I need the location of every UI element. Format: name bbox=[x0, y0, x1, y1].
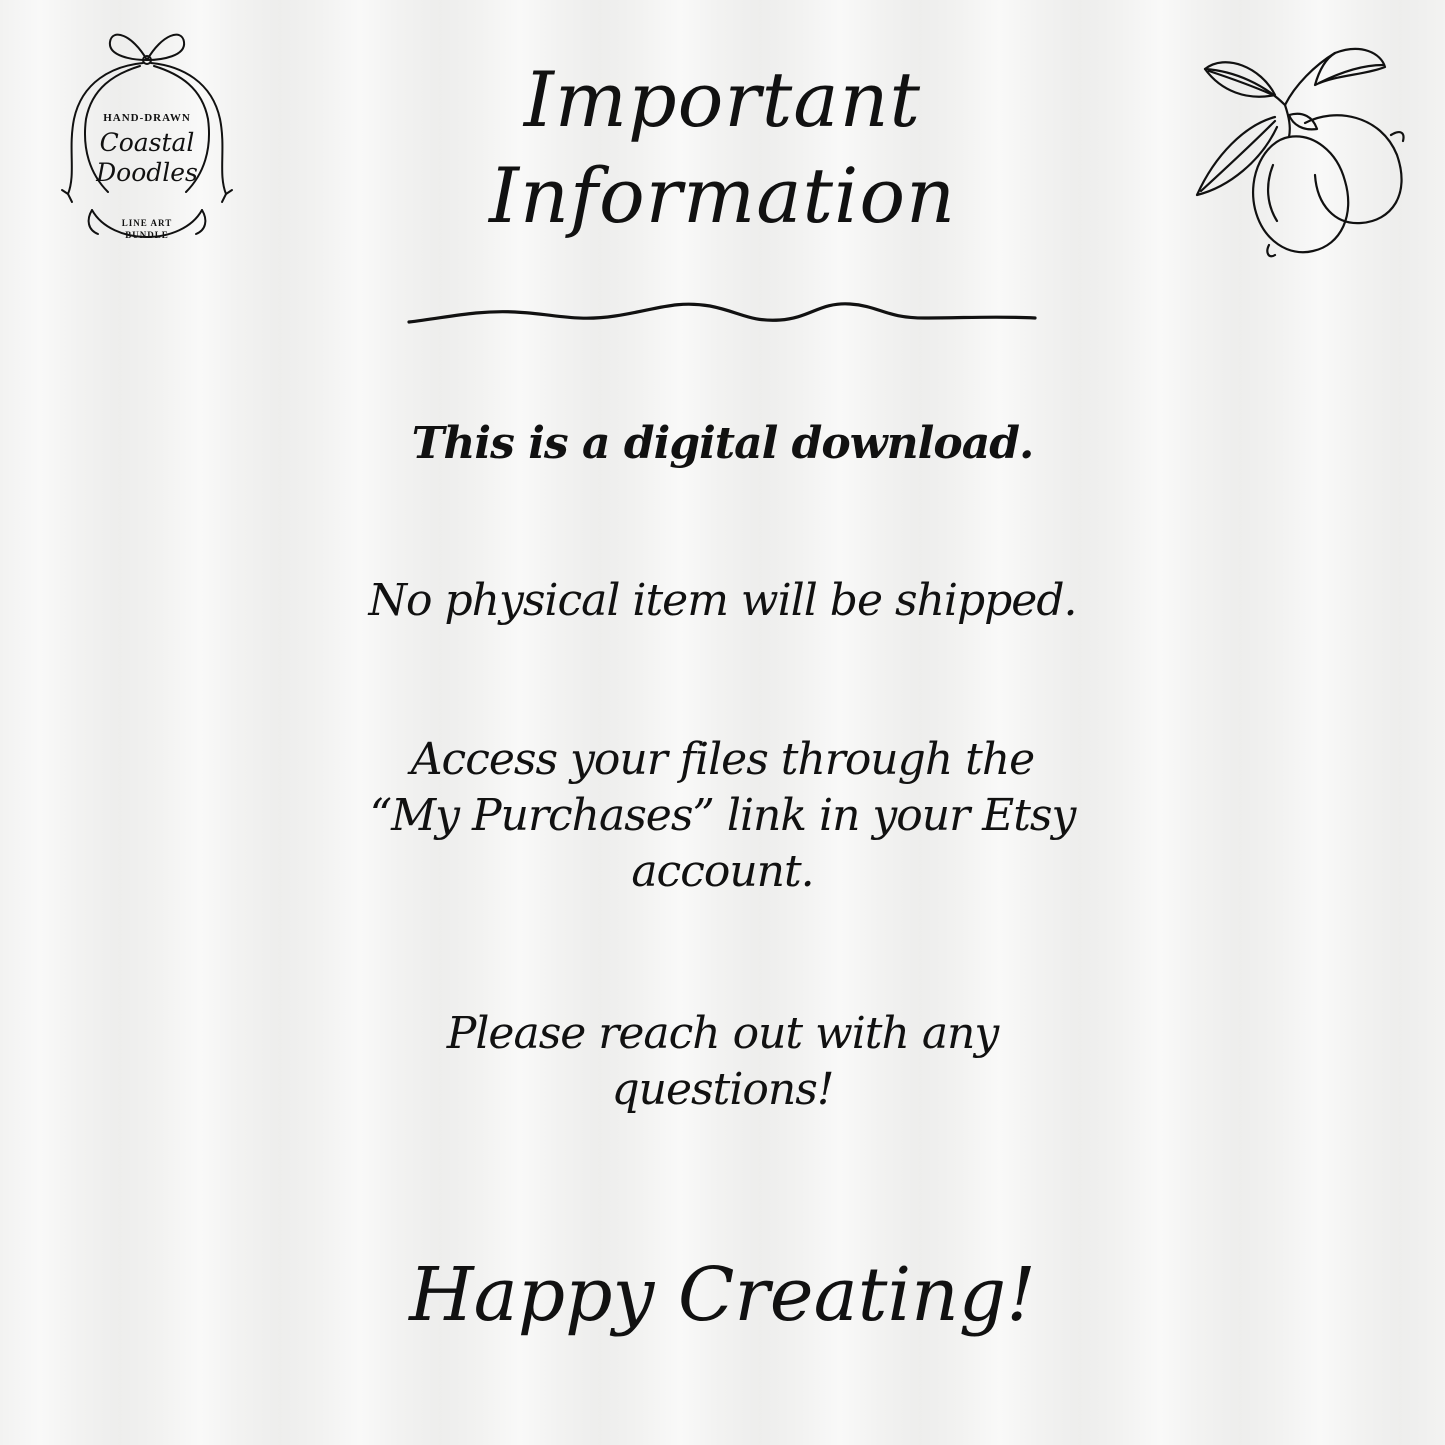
message-reach-out-line1: Please reach out with any bbox=[446, 1008, 999, 1059]
message-reach-out-line2: questions! bbox=[611, 1064, 834, 1115]
message-reach-out bbox=[150, 1006, 1295, 1118]
page-title bbox=[300, 52, 1145, 244]
message-access-files bbox=[150, 732, 1295, 900]
message-no-physical-item: No physical item will be shipped. bbox=[368, 575, 1077, 626]
message-access-files-line1: Access your files through the bbox=[410, 734, 1035, 785]
logo-bottom-line1: LINE ART bbox=[121, 218, 173, 228]
logo-brand-line1: Coastal bbox=[99, 128, 195, 157]
title-line2: Information bbox=[488, 151, 957, 240]
closing-message: Happy Creating! bbox=[409, 1252, 1036, 1338]
message-access-files-line2: “My Purchases” link in your Etsy bbox=[369, 790, 1076, 841]
lemon-branch-icon bbox=[1185, 45, 1415, 275]
brand-logo bbox=[52, 24, 242, 269]
message-access-files-line3: account. bbox=[631, 846, 814, 897]
logo-top-text: HAND-DRAWN bbox=[103, 112, 191, 124]
title-line1: Important bbox=[523, 55, 922, 144]
wavy-line-divider bbox=[405, 296, 1040, 332]
message-digital-download: This is a digital download. bbox=[411, 418, 1034, 469]
logo-brand-line2: Doodles bbox=[96, 158, 198, 187]
logo-bottom-line2: BUNDLE bbox=[125, 230, 169, 240]
